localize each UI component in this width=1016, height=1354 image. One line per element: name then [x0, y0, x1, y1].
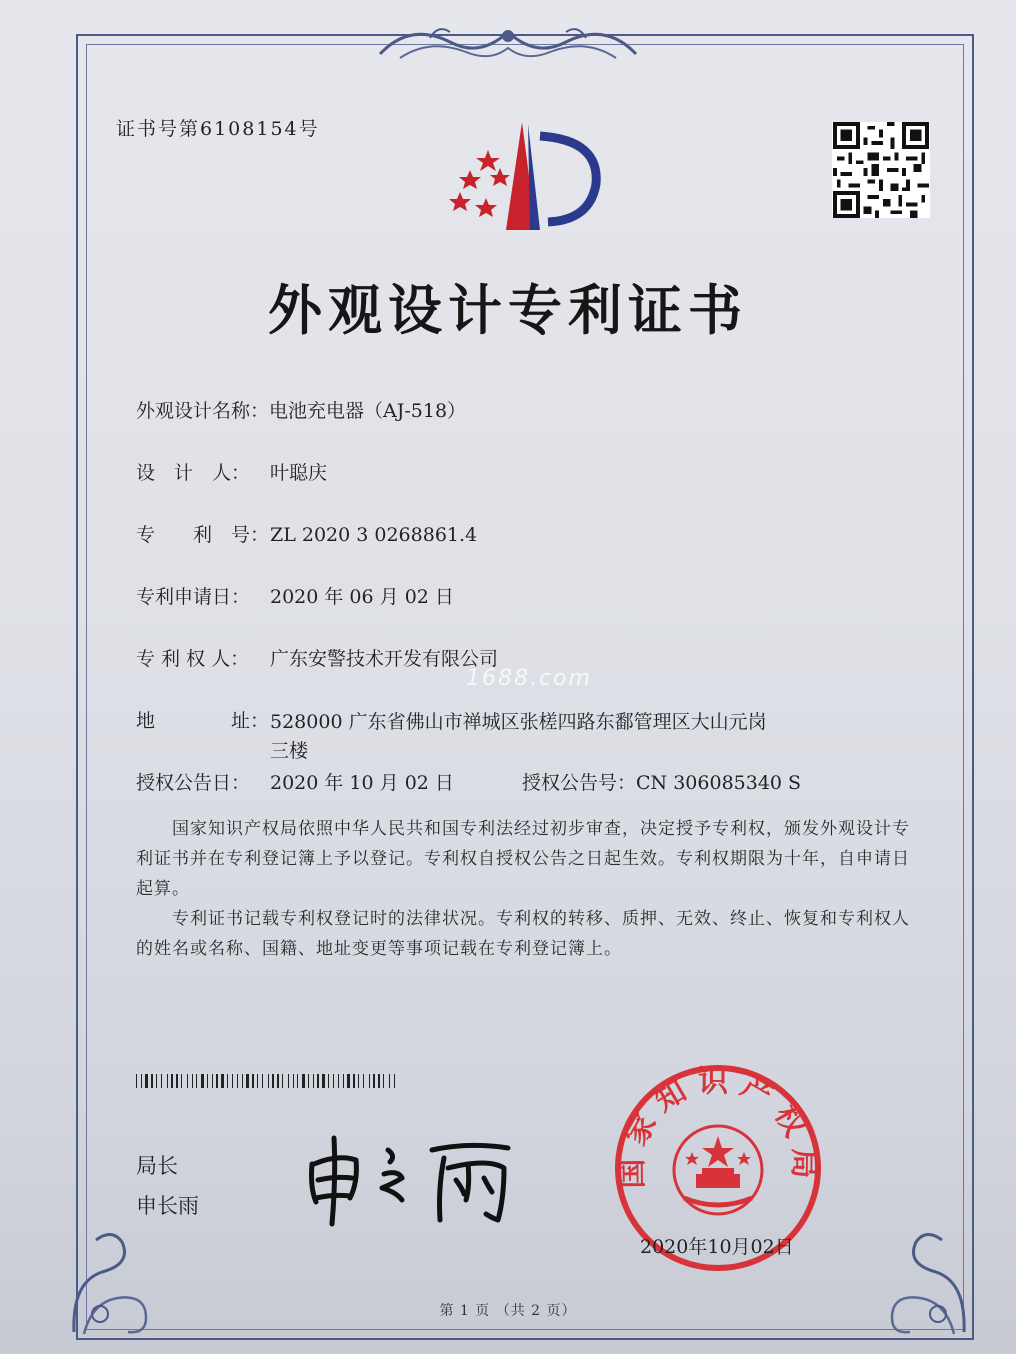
designer-value: 叶聪庆: [270, 462, 328, 484]
qr-code: [832, 122, 930, 218]
director-signature: [298, 1128, 528, 1228]
designer-label: 设 计 人：: [136, 462, 251, 484]
address-value: 528000 广东省佛山市禅城区张槎四路东鄱管理区大山元岗三楼: [270, 711, 767, 762]
patent-office-emblem-icon: [440, 110, 610, 240]
seal-text: 国家知识产权局: [614, 1064, 822, 1189]
document-title: 外观设计专利证书: [268, 278, 748, 342]
bottom-right-ornament: [880, 1222, 976, 1340]
grant-number-label: 授权公告号：: [522, 772, 637, 794]
patent-number-value: ZL 2020 3 0268861.4: [270, 524, 478, 546]
design-name-value: 电池充电器（AJ-518）: [269, 400, 467, 422]
design-name-field: [136, 396, 466, 423]
filing-date-label: 专利申请日：: [136, 586, 251, 608]
paragraph-1: 国家知识产权局依照中华人民共和国专利法经过初步审查，决定授予专利权，颁发外观设计专利证书并在专利登记簿上予以登记。专利权自授权公告之日起生效。专利权期限为十年，自申请日起算。: [136, 819, 910, 899]
patent-number-field: [136, 520, 477, 547]
watermark: 1688.com: [466, 666, 592, 691]
patent-number-label: 专 利 号：: [136, 524, 270, 546]
bottom-left-ornament: [62, 1222, 158, 1340]
address-label: 地 址：: [136, 710, 270, 732]
patentee-field: [136, 644, 498, 671]
patentee-value: 广东安警技术开发有限公司: [270, 648, 499, 670]
design-name-label: 外观设计名称：: [136, 400, 270, 422]
paragraph-2: 专利证书记载专利权登记时的法律状况。专利权的转移、质押、无效、终止、恢复和专利权人的姓名或名称、国籍、地址变更等事项记载在专利登记簿上。: [136, 909, 910, 959]
grant-number-value: CN 306085340 S: [636, 772, 802, 794]
grant-number-field: [522, 768, 801, 795]
director-name: 申长雨: [136, 1194, 199, 1218]
grant-date-field: [136, 768, 454, 795]
filing-date-value: 2020 年 06 月 02 日: [270, 586, 454, 608]
page-number: 第 1 页 （共 2 页）: [439, 1303, 577, 1319]
director-title: 局长: [136, 1154, 178, 1178]
filing-date-field: [136, 582, 454, 609]
grant-date-label: 授权公告日：: [136, 772, 251, 794]
grant-date-value: 2020 年 10 月 02 日: [270, 772, 454, 794]
designer-field: [136, 458, 327, 485]
top-ornament: [370, 14, 646, 70]
seal-date: 2020年10月02日: [640, 1236, 794, 1258]
certificate-number: 证书号第6108154号: [116, 118, 320, 140]
patentee-label: 专 利 权 人：: [136, 648, 250, 670]
barcode: [136, 1074, 398, 1088]
